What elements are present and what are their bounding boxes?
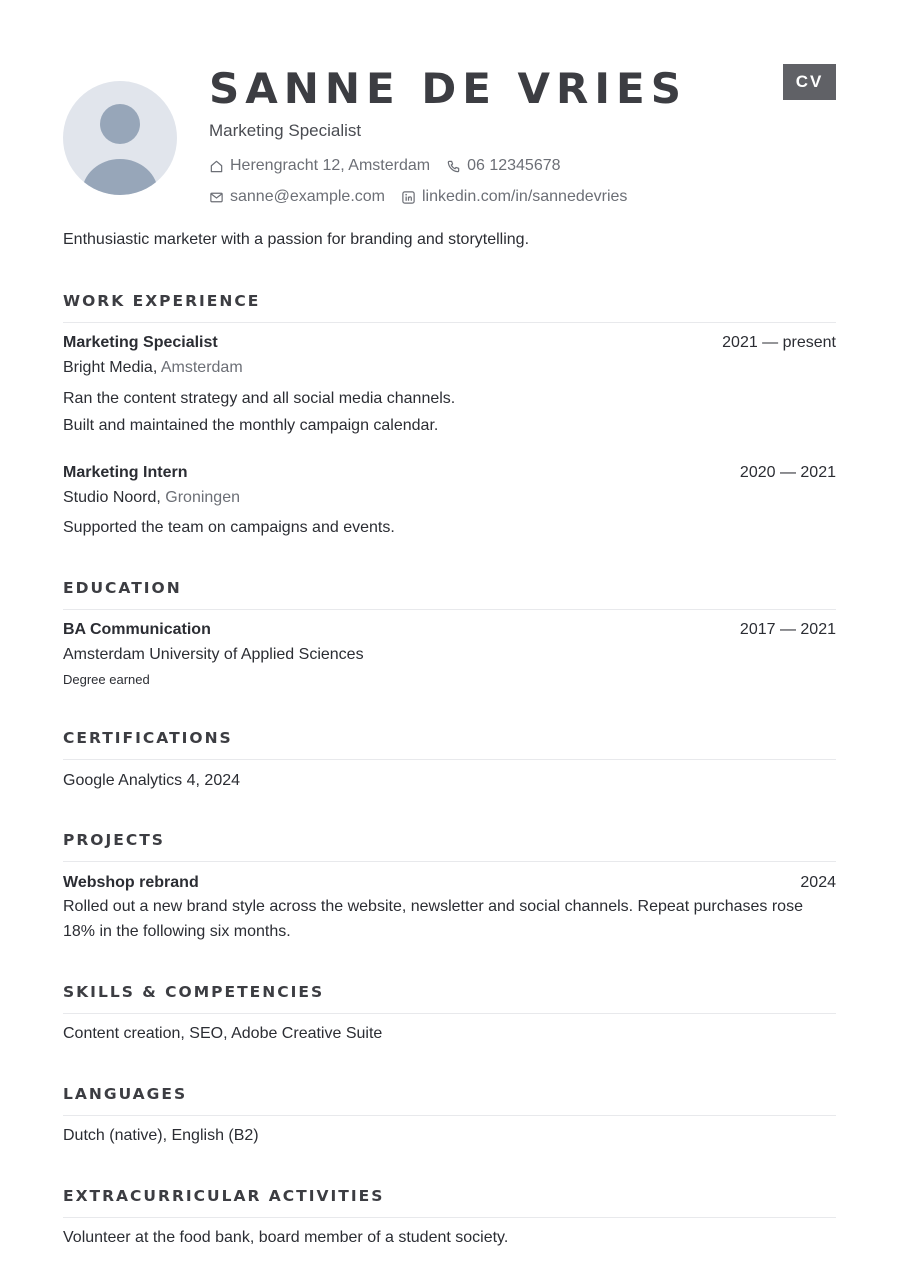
section-divider — [63, 1115, 836, 1116]
skills-text: Content creation, SEO, Adobe Creative Suite — [63, 1025, 383, 1042]
extracurricular-text: Volunteer at the food bank, board member of a student society. — [63, 1229, 509, 1246]
work-entry-org: Studio Noord, Groningen — [63, 489, 240, 506]
contact-row-1 — [209, 157, 577, 175]
project-name: Webshop rebrand — [63, 874, 199, 891]
section-divider — [63, 1013, 836, 1014]
home-icon — [209, 159, 224, 174]
section-title-projects: PROJECTS — [63, 831, 165, 849]
project-description: Rolled out a new brand style across the website, newsletter and social channels. Repeat purchases rose 18% in the following six months. — [63, 898, 803, 940]
contact-email[interactable] — [209, 188, 385, 206]
section-title-education: EDUCATION — [63, 579, 182, 597]
company-name: Bright Media — [63, 359, 153, 376]
section-title-work-experience: WORK EXPERIENCE — [63, 292, 261, 310]
section-title-skills: SKILLS & COMPETENCIES — [63, 983, 325, 1001]
section-title-extracurricular: EXTRACURRICULAR ACTIVITIES — [63, 1187, 385, 1205]
linkedin-text: linkedin.com/in/sannedevries — [421, 188, 628, 205]
profile-summary: Enthusiastic marketer with a passion for branding and storytelling. — [63, 231, 530, 248]
job-title: Marketing Specialist — [209, 121, 362, 140]
work-entry-role: Marketing Specialist — [63, 334, 218, 351]
address-text: Herengracht 12, Amsterdam — [230, 157, 431, 174]
company-location: Groningen — [165, 489, 240, 506]
email-text: sanne@example.com — [230, 188, 385, 205]
work-entry-org: Bright Media, Amsterdam — [63, 359, 243, 376]
education-school: Amsterdam University of Applied Sciences — [63, 646, 364, 663]
work-entry-bullet: Supported the team on campaigns and events. — [63, 519, 395, 536]
contact-phone[interactable] — [446, 157, 560, 175]
section-divider — [63, 759, 836, 760]
company-name: Studio Noord — [63, 489, 157, 506]
section-title-certifications: CERTIFICATIONS — [63, 729, 233, 747]
section-divider — [63, 861, 836, 862]
work-entry-bullet: Ran the content strategy and all social media channels. — [63, 390, 456, 407]
contact-row-2 — [209, 188, 643, 206]
avatar-placeholder-icon — [63, 81, 177, 195]
work-entry-bullet: Built and maintained the monthly campaign calendar. — [63, 417, 439, 434]
work-entry-role: Marketing Intern — [63, 464, 188, 481]
languages-text: Dutch (native), English (B2) — [63, 1127, 259, 1144]
avatar — [63, 81, 177, 195]
section-title-languages: LANGUAGES — [63, 1085, 188, 1103]
linkedin-icon — [401, 190, 416, 205]
contact-address — [209, 157, 430, 175]
cv-page — [63, 0, 836, 1273]
contact-linkedin[interactable] — [401, 188, 627, 206]
phone-icon — [446, 159, 461, 174]
work-entry-dates: 2020 — 2021 — [739, 464, 836, 481]
education-dates: 2017 — 2021 — [739, 621, 836, 638]
certifications-text: Google Analytics 4, 2024 — [63, 772, 241, 789]
cv-badge: CV — [783, 64, 836, 100]
project-year: 2024 — [800, 874, 836, 891]
education-note: Degree earned — [63, 672, 150, 687]
phone-text: 06 12345678 — [467, 157, 561, 174]
company-location: Amsterdam — [160, 359, 243, 376]
section-divider — [63, 322, 836, 323]
candidate-name: SANNE DE VRIES — [209, 64, 687, 113]
work-entry-dates: 2021 — present — [722, 334, 836, 351]
mail-icon — [209, 190, 224, 205]
education-degree: BA Communication — [63, 621, 211, 638]
section-divider — [63, 609, 836, 610]
section-divider — [63, 1217, 836, 1218]
